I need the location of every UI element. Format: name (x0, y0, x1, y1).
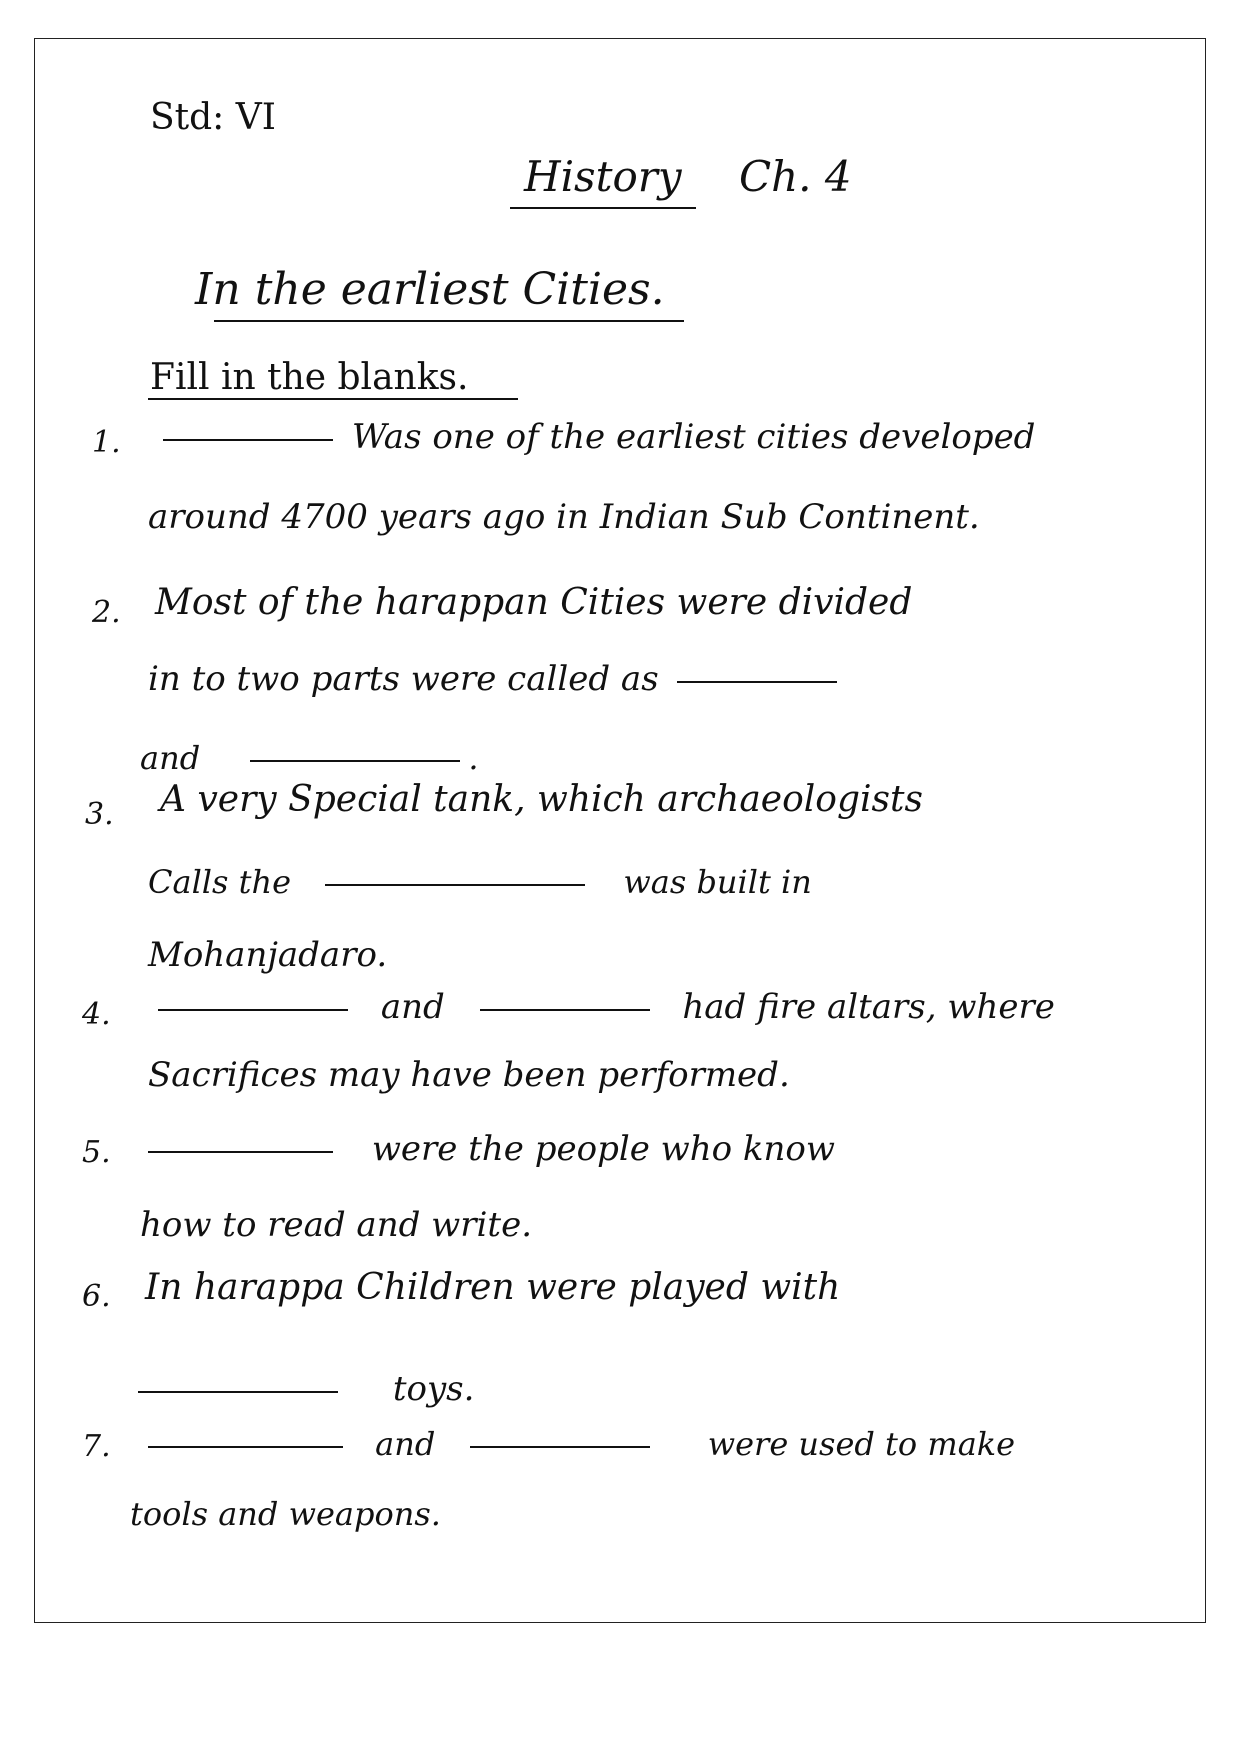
question-2-text-4: . (468, 739, 479, 777)
question-3-text-4: Mohanjadaro. (148, 935, 388, 975)
question-2-line-3 (140, 739, 479, 777)
blank-line (677, 680, 837, 683)
question-4-text-1: and (380, 987, 445, 1027)
question-5-text-2: how to read and write. (140, 1205, 532, 1245)
question-3-number: 3. (85, 797, 114, 832)
question-2-text-1: Most of the harappan Cities were divided (155, 582, 913, 623)
question-7-text-2: were used to make (707, 1425, 1016, 1463)
subject-title: History (510, 152, 696, 209)
question-7-text-3: tools and weapons. (130, 1495, 441, 1533)
question-7-text-1: and (375, 1425, 436, 1463)
question-3-text-3: was built in (623, 863, 812, 901)
question-6-line-2 (130, 1369, 475, 1409)
section-underline (148, 398, 518, 400)
question-1-line-1 (155, 417, 1036, 457)
standard-label: Std: VI (150, 97, 276, 138)
blank-line (148, 1150, 333, 1153)
question-4-text-3: Sacrifices may have been performed. (148, 1055, 790, 1095)
blank-line (138, 1390, 338, 1393)
question-2-line-2 (148, 659, 845, 699)
question-2-number: 2. (92, 595, 121, 630)
question-6-number: 6. (82, 1279, 111, 1314)
question-4-number: 4. (82, 997, 111, 1032)
question-7-number: 7. (82, 1429, 111, 1464)
chapter-subtitle: In the earliest Cities. (195, 264, 665, 315)
question-1-text-2: around 4700 years ago in Indian Sub Continent. (148, 497, 980, 537)
question-6-text-1: In harappa Children were played with (145, 1267, 841, 1308)
question-3-text-1: A very Special tank, which archaeologists (160, 779, 923, 820)
blank-line (163, 438, 333, 441)
question-2-text-2: in to two parts were called as (148, 659, 659, 699)
blank-line (325, 883, 585, 886)
blank-line (148, 1445, 343, 1448)
question-1-text-1: Was one of the earliest cities developed (351, 417, 1036, 457)
blank-line (470, 1445, 650, 1448)
question-5-line-1 (140, 1129, 835, 1169)
chapter-label: Ch. 4 (738, 152, 852, 201)
blank-line (250, 759, 460, 762)
subtitle-underline (214, 320, 684, 322)
question-3-line-2 (148, 863, 812, 901)
question-4-line-1 (150, 987, 1055, 1027)
section-heading: Fill in the blanks. (150, 357, 469, 398)
question-7-line-1 (140, 1425, 1016, 1463)
question-5-number: 5. (82, 1135, 111, 1170)
page-title (510, 152, 852, 201)
question-2-text-3: and (140, 739, 201, 777)
question-1-number: 1. (92, 425, 121, 460)
question-5-text-1: were the people who know (371, 1129, 835, 1169)
question-4-text-2: had fire altars, where (682, 987, 1055, 1027)
blank-line (480, 1008, 650, 1011)
blank-line (158, 1008, 348, 1011)
question-3-text-2: Calls the (148, 863, 292, 901)
question-6-text-2: toys. (392, 1369, 475, 1409)
